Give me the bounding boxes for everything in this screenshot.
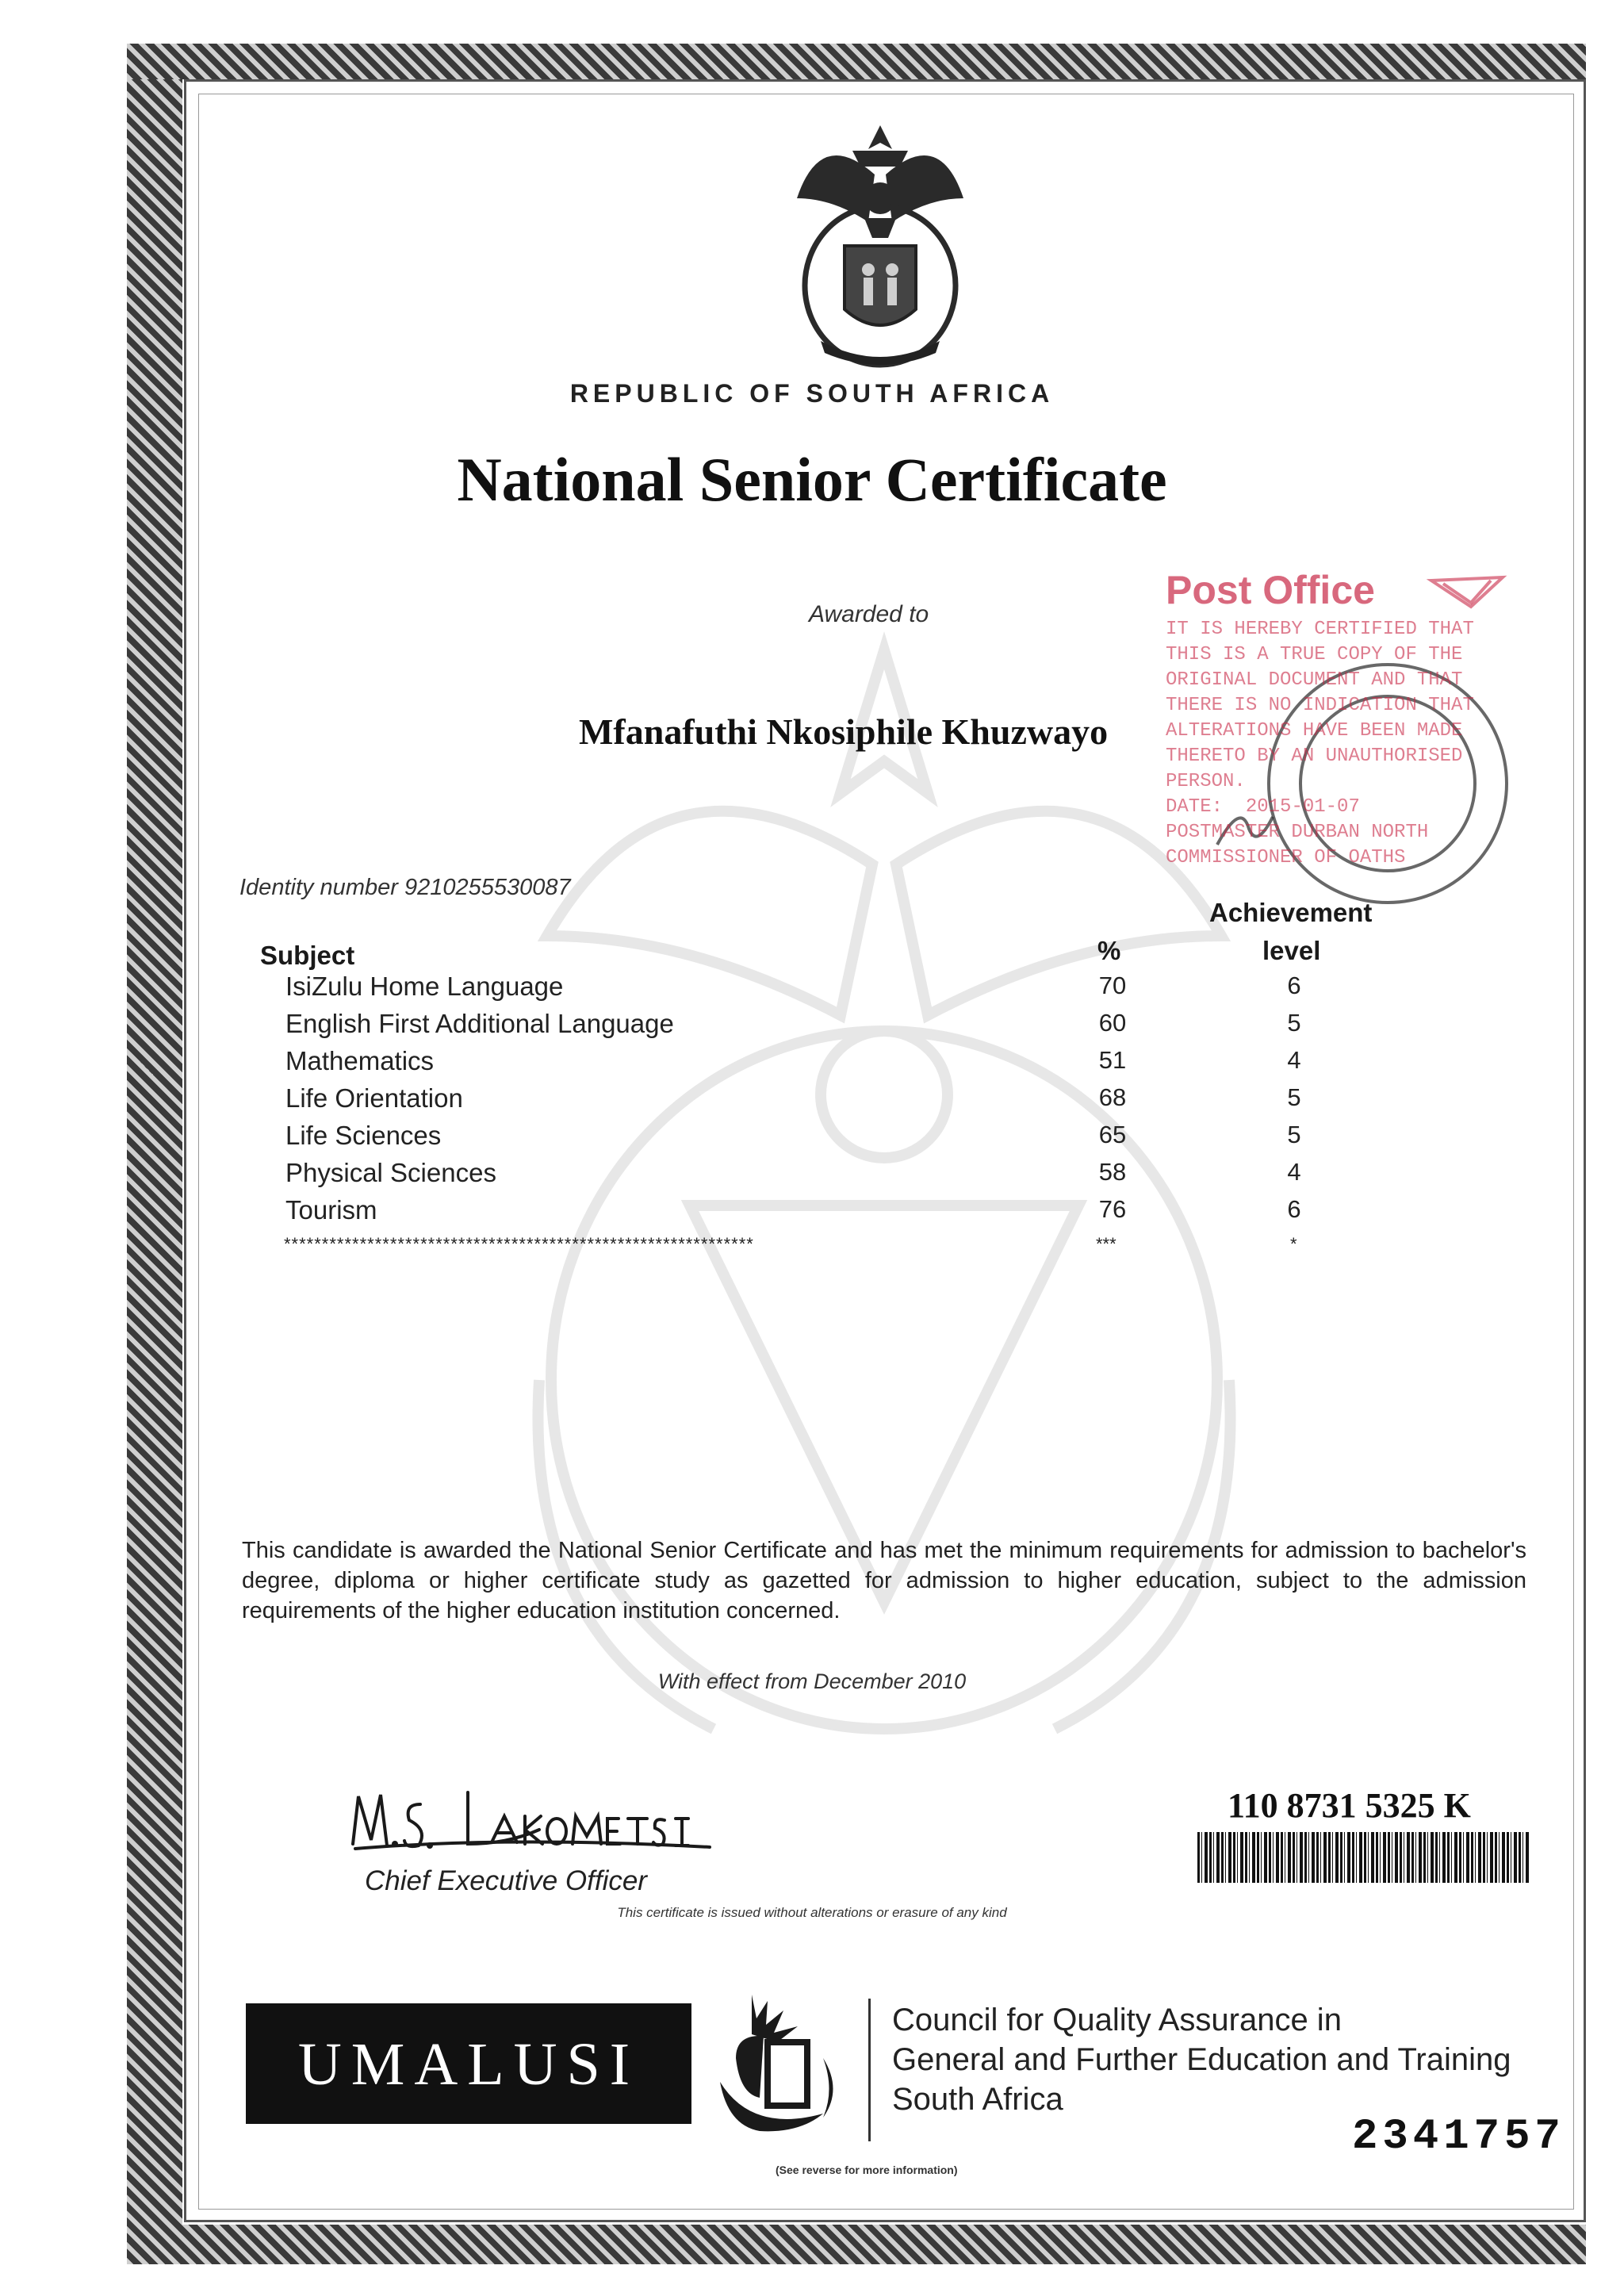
- see-reverse-note: (See reverse for more information): [776, 2164, 958, 2176]
- level-cell: 5: [1287, 1083, 1301, 1111]
- umalusi-logo: [704, 1987, 847, 2137]
- award-statement: This candidate is awarded the National Senior Certificate and has met the minimum requirements for admission to bachelor's degree, diploma or higher certificate study as gazetted for admission to higher education, subject to the admission requirements of the higher education institution concerned.: [242, 1538, 1526, 1623]
- barcode: [1197, 1832, 1529, 1883]
- subject-cell: Mathematics: [285, 1046, 435, 1075]
- serial-number: 2341757: [1352, 2113, 1565, 2161]
- level-cell: 5: [1287, 1121, 1301, 1148]
- percent-cell: 58: [1098, 1158, 1127, 1186]
- percent-cell: 51: [1098, 1046, 1127, 1074]
- border-band-bottom: [127, 2225, 1586, 2264]
- table-row: [0, 972, 1624, 1009]
- signatory-role: Chief Executive Officer: [365, 1865, 647, 1896]
- ceo-signature: [349, 1780, 714, 1852]
- stamp-line: IT IS HEREBY CERTIFIED THAT: [1166, 619, 1474, 640]
- holder-name: Mfanafuthi Nkosiphile Khuzwayo: [579, 711, 1109, 752]
- stamp-line: COMMISSIONER OF OATHS: [1166, 847, 1406, 868]
- percent-cell: 70: [1098, 972, 1127, 999]
- certificate-number: 110 8731 5325 K: [1228, 1786, 1471, 1825]
- header-achievement: Achievement: [1209, 898, 1373, 927]
- effective-date: With effect from December 2010: [657, 1669, 967, 1693]
- stamp-line: PERSON.: [1166, 771, 1246, 792]
- stamp-line: ALTERATIONS HAVE BEEN MADE: [1166, 720, 1463, 742]
- awarded-to-label: Awarded to: [809, 601, 929, 627]
- subject-cell: Tourism: [285, 1195, 377, 1225]
- stars-subject: **************************************************************: [284, 1234, 754, 1254]
- stamp-line: THERE IS NO INDICATION THAT: [1166, 695, 1474, 716]
- level-cell: 5: [1287, 1009, 1301, 1037]
- subject-cell: Physical Sciences: [285, 1158, 496, 1187]
- stamp-title: Post Office: [1166, 568, 1375, 612]
- stars-percent: ***: [1096, 1234, 1116, 1254]
- country-heading: REPUBLIC OF SOUTH AFRICA: [569, 379, 1055, 408]
- table-row: [0, 1158, 1624, 1195]
- certificate-title: National Senior Certificate: [457, 445, 1167, 514]
- council-line-1: Council for Quality Assurance in: [892, 2003, 1342, 2037]
- header-subject: Subject: [260, 941, 355, 970]
- council-name: [892, 2000, 1511, 2119]
- subject-cell: Life Orientation: [285, 1083, 463, 1113]
- table-row: [0, 1083, 1624, 1121]
- stars-level: *: [1290, 1234, 1297, 1254]
- level-cell: 4: [1287, 1046, 1301, 1074]
- level-cell: 6: [1287, 1195, 1301, 1223]
- issued-note: This certificate is issued without alterations or erasure of any kind: [617, 1905, 1007, 1920]
- council-line-2: General and Further Education and Training: [892, 2042, 1511, 2077]
- table-row: [0, 1009, 1624, 1046]
- percent-cell: 60: [1098, 1009, 1127, 1037]
- subject-cell: IsiZulu Home Language: [285, 972, 564, 1001]
- stamp-line: DATE:: [1166, 796, 1224, 818]
- stamp-line: POSTMASTER DURBAN NORTH: [1166, 822, 1429, 843]
- council-line-3: South Africa: [892, 2082, 1063, 2117]
- percent-cell: 65: [1098, 1121, 1127, 1148]
- table-row: [0, 1121, 1624, 1158]
- stamp-line: THIS IS A TRUE COPY OF THE: [1166, 644, 1463, 665]
- subject-cell: Life Sciences: [285, 1121, 442, 1150]
- level-cell: 6: [1287, 972, 1301, 999]
- stamp-line: ORIGINAL DOCUMENT AND THAT: [1166, 669, 1463, 691]
- footer-divider: [868, 1999, 871, 2141]
- umalusi-name: UMALUSI: [297, 2031, 640, 2098]
- table-row: [0, 1195, 1624, 1232]
- coat-of-arms-emblem: [789, 111, 971, 373]
- stamp-text: [1166, 617, 1474, 871]
- stamp-date: 2015-01-07: [1245, 796, 1360, 818]
- border-band-top: [127, 44, 1586, 79]
- header-percent: %: [1097, 936, 1121, 965]
- percent-cell: 76: [1098, 1195, 1127, 1223]
- level-cell: 4: [1287, 1158, 1301, 1186]
- table-row: [0, 1046, 1624, 1083]
- identity-number: Identity number 9210255530087: [239, 875, 571, 900]
- header-level: level: [1262, 936, 1321, 965]
- subject-cell: English First Additional Language: [285, 1009, 674, 1038]
- percent-cell: 68: [1098, 1083, 1127, 1111]
- stamp-line: THERETO BY AN UNAUTHORISED: [1166, 746, 1463, 767]
